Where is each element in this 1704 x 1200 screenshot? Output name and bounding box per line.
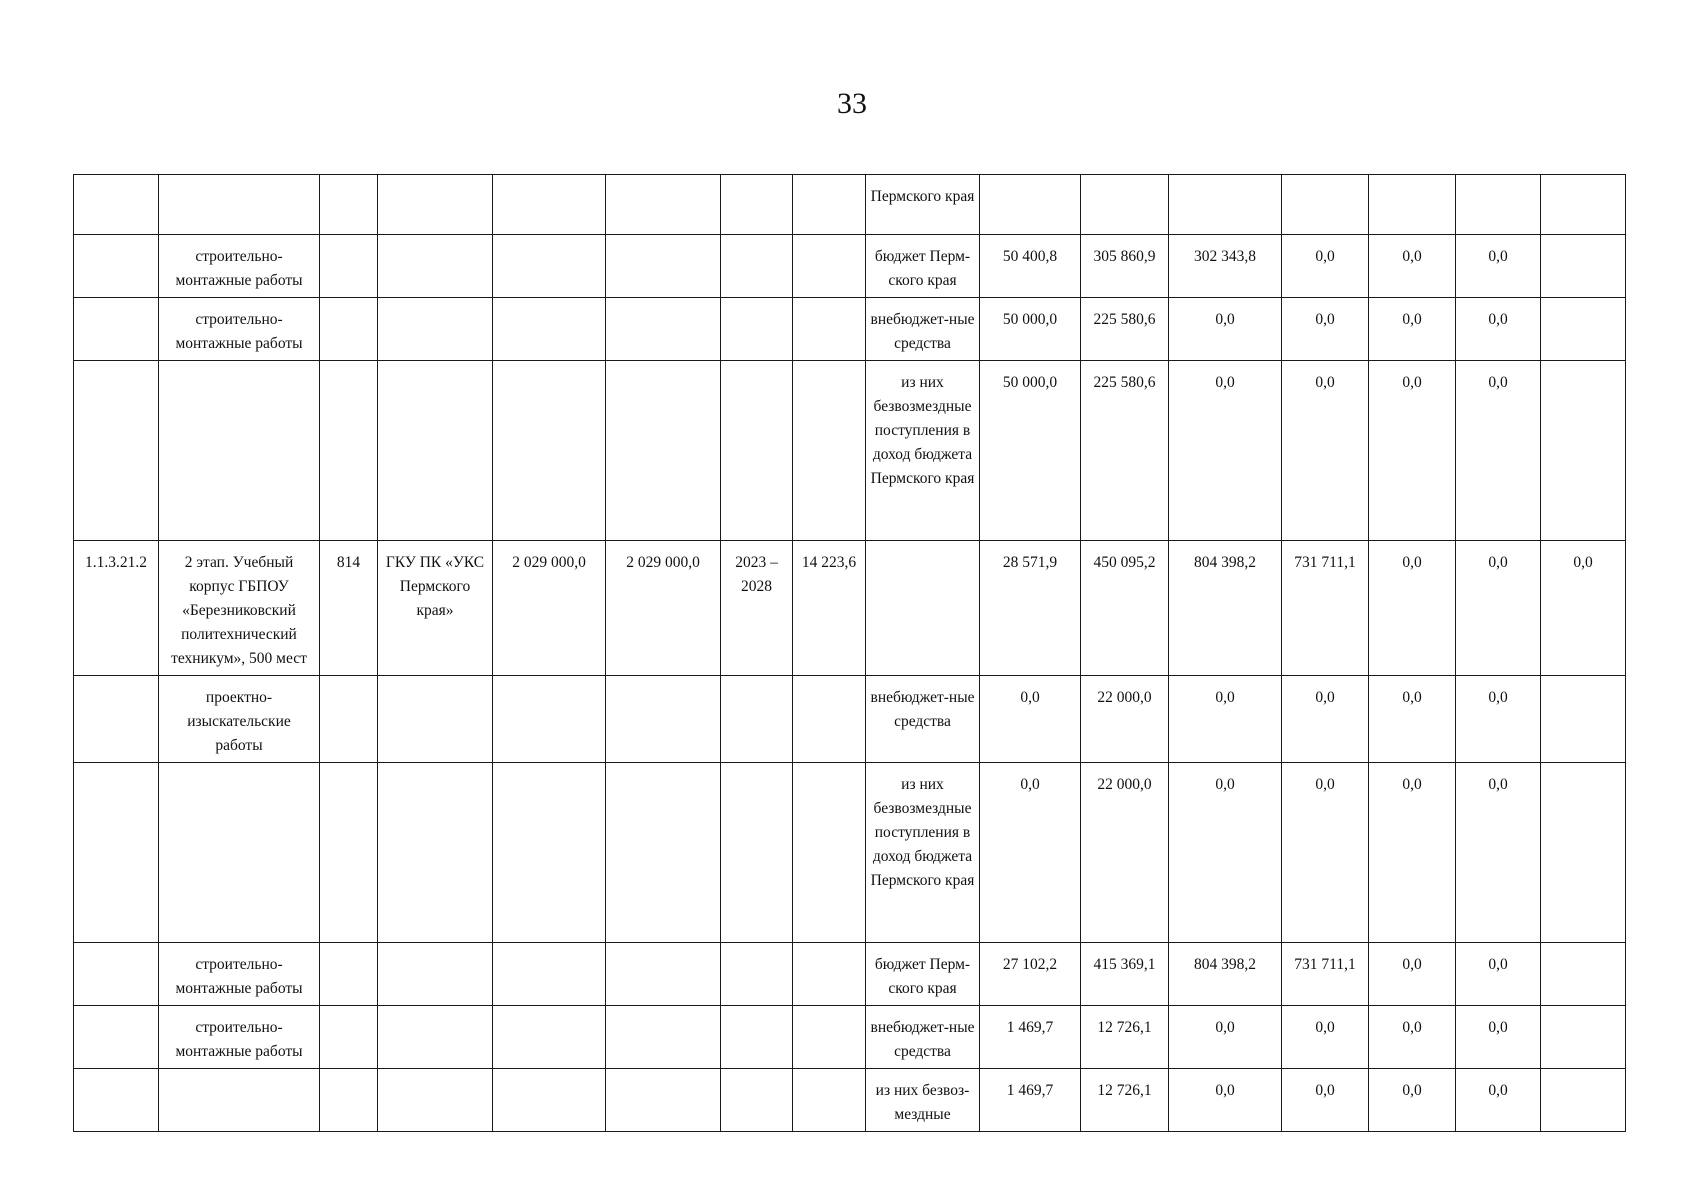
cell-y6: 0,0 [1456,1069,1541,1132]
cell-y5: 0,0 [1369,298,1456,361]
cell-name: 2 этап. Учебный корпус ГБПОУ «Березниковский политехнический техникум», 500 мест [159,541,320,676]
cell-source: бюджет Перм-ского края [866,943,980,1006]
cell-grbs [320,298,378,361]
cell-y4: 0,0 [1282,298,1369,361]
table-row [74,763,1626,943]
cell-y4: 731 711,1 [1282,943,1369,1006]
cell-y5: 0,0 [1369,763,1456,943]
cell-period [721,298,793,361]
table-row [74,541,1626,676]
cell-capacity [793,298,866,361]
cell-grbs [320,1069,378,1132]
cell-customer: ГКУ ПК «УКС Пермского края» [378,541,493,676]
cell-y2: 22 000,0 [1081,676,1169,763]
cell-name [159,361,320,541]
cell-capacity [793,361,866,541]
cell-grbs [320,763,378,943]
cell-y7 [1541,1069,1626,1132]
cell-y1: 0,0 [980,763,1081,943]
cell-grbs [320,943,378,1006]
cell-code [74,235,159,298]
cell-y4 [1282,175,1369,235]
cell-name: проектно-изыскательские работы [159,676,320,763]
cell-cost-total: 2 029 000,0 [493,541,606,676]
cell-y6: 0,0 [1456,763,1541,943]
cell-cost-total [493,943,606,1006]
cell-cost-total [493,763,606,943]
cell-grbs: 814 [320,541,378,676]
cell-y5: 0,0 [1369,361,1456,541]
cell-capacity [793,175,866,235]
table-row [74,1006,1626,1069]
cell-y6: 0,0 [1456,235,1541,298]
cell-name [159,1069,320,1132]
cell-period [721,943,793,1006]
table-row [74,676,1626,763]
cell-code [74,175,159,235]
cell-customer [378,763,493,943]
cell-name: строительно-монтажные работы [159,235,320,298]
cell-capacity [793,1069,866,1132]
cell-y3: 0,0 [1169,676,1282,763]
table-body [74,175,1626,1132]
cell-period [721,1069,793,1132]
cell-customer [378,235,493,298]
cell-code [74,943,159,1006]
cell-grbs [320,235,378,298]
cell-source: из них безвоз-мездные [866,1069,980,1132]
cell-y2: 225 580,6 [1081,361,1169,541]
cell-source: из них безвозмездные поступления в доход бюджета Пермского края [866,763,980,943]
cell-cost-limit [606,361,721,541]
cell-cost-total [493,1006,606,1069]
cell-grbs [320,1006,378,1069]
cell-cost-limit [606,1006,721,1069]
cell-name [159,175,320,235]
cell-cost-total [493,1069,606,1132]
cell-y7 [1541,763,1626,943]
table-row [74,361,1626,541]
cell-capacity [793,676,866,763]
cell-y3: 0,0 [1169,1006,1282,1069]
cell-y7 [1541,175,1626,235]
cell-y6: 0,0 [1456,676,1541,763]
cell-y7: 0,0 [1541,541,1626,676]
cell-code [74,676,159,763]
cell-y7 [1541,298,1626,361]
cell-y4: 0,0 [1282,1069,1369,1132]
cell-cost-limit [606,763,721,943]
cell-y5: 0,0 [1369,541,1456,676]
cell-period [721,1006,793,1069]
cell-code [74,361,159,541]
cell-y6: 0,0 [1456,361,1541,541]
cell-name: строительно-монтажные работы [159,298,320,361]
cell-y7 [1541,361,1626,541]
cell-capacity: 14 223,6 [793,541,866,676]
cell-y3: 302 343,8 [1169,235,1282,298]
cell-y4: 0,0 [1282,1006,1369,1069]
cell-y3 [1169,175,1282,235]
cell-cost-limit [606,1069,721,1132]
cell-y3: 0,0 [1169,298,1282,361]
cell-y5: 0,0 [1369,1069,1456,1132]
cell-y2: 22 000,0 [1081,763,1169,943]
cell-capacity [793,235,866,298]
cell-y1: 0,0 [980,676,1081,763]
cell-period [721,676,793,763]
cell-grbs [320,361,378,541]
cell-y1: 1 469,7 [980,1006,1081,1069]
cell-y2: 450 095,2 [1081,541,1169,676]
cell-y4: 0,0 [1282,361,1369,541]
cell-y2: 225 580,6 [1081,298,1169,361]
cell-cost-total [493,235,606,298]
cell-y5: 0,0 [1369,943,1456,1006]
cell-source: бюджет Перм-ского края [866,235,980,298]
cell-y4: 731 711,1 [1282,541,1369,676]
cell-code [74,763,159,943]
cell-cost-total [493,298,606,361]
cell-period [721,361,793,541]
cell-cost-total [493,361,606,541]
cell-customer [378,298,493,361]
cell-cost-limit: 2 029 000,0 [606,541,721,676]
cell-y1: 27 102,2 [980,943,1081,1006]
cell-grbs [320,175,378,235]
cell-y1: 1 469,7 [980,1069,1081,1132]
cell-source: внебюджет-ные средства [866,676,980,763]
cell-y6: 0,0 [1456,298,1541,361]
cell-y7 [1541,235,1626,298]
cell-y1: 28 571,9 [980,541,1081,676]
cell-y6: 0,0 [1456,1006,1541,1069]
cell-period [721,235,793,298]
cell-cost-total [493,175,606,235]
cell-y5: 0,0 [1369,676,1456,763]
cell-cost-limit [606,943,721,1006]
cell-y6: 0,0 [1456,943,1541,1006]
cell-period: 2023 – 2028 [721,541,793,676]
cell-code [74,1006,159,1069]
cell-y7 [1541,676,1626,763]
table-row [74,943,1626,1006]
cell-y5: 0,0 [1369,235,1456,298]
cell-y3: 804 398,2 [1169,943,1282,1006]
cell-capacity [793,943,866,1006]
cell-cost-limit [606,298,721,361]
cell-y4: 0,0 [1282,763,1369,943]
table-row [74,298,1626,361]
cell-name [159,763,320,943]
cell-source: внебюджет-ные средства [866,298,980,361]
cell-source [866,541,980,676]
cell-customer [378,943,493,1006]
cell-cost-limit [606,676,721,763]
cell-y1: 50 000,0 [980,361,1081,541]
cell-source: внебюджет-ные средства [866,1006,980,1069]
cell-y3: 0,0 [1169,361,1282,541]
cell-grbs [320,676,378,763]
cell-y3: 0,0 [1169,763,1282,943]
cell-capacity [793,763,866,943]
cell-y6: 0,0 [1456,541,1541,676]
cell-customer [378,361,493,541]
cell-name: строительно-монтажные работы [159,1006,320,1069]
cell-y5 [1369,175,1456,235]
cell-cost-total [493,676,606,763]
cell-y2: 305 860,9 [1081,235,1169,298]
cell-customer [378,175,493,235]
table-row [74,235,1626,298]
cell-name: строительно-монтажные работы [159,943,320,1006]
cell-y5: 0,0 [1369,1006,1456,1069]
cell-customer [378,1069,493,1132]
cell-source: из них безвозмездные поступления в доход бюджета Пермского края [866,361,980,541]
cell-code [74,298,159,361]
financing-table [73,174,1626,1132]
cell-y1: 50 000,0 [980,298,1081,361]
cell-y7 [1541,943,1626,1006]
page-number: 33 [837,87,867,120]
cell-y2: 12 726,1 [1081,1069,1169,1132]
cell-customer [378,1006,493,1069]
cell-y4: 0,0 [1282,676,1369,763]
cell-y4: 0,0 [1282,235,1369,298]
cell-y2: 12 726,1 [1081,1006,1169,1069]
cell-customer [378,676,493,763]
table-row [74,1069,1626,1132]
cell-y1 [980,175,1081,235]
cell-source: Пермского края [866,175,980,235]
cell-capacity [793,1006,866,1069]
cell-y3: 804 398,2 [1169,541,1282,676]
cell-y3: 0,0 [1169,1069,1282,1132]
cell-period [721,175,793,235]
cell-y2: 415 369,1 [1081,943,1169,1006]
cell-y2 [1081,175,1169,235]
cell-y7 [1541,1006,1626,1069]
table-row [74,175,1626,235]
cell-y6 [1456,175,1541,235]
cell-cost-limit [606,175,721,235]
cell-y1: 50 400,8 [980,235,1081,298]
cell-code [74,1069,159,1132]
cell-code: 1.1.3.21.2 [74,541,159,676]
cell-cost-limit [606,235,721,298]
cell-period [721,763,793,943]
